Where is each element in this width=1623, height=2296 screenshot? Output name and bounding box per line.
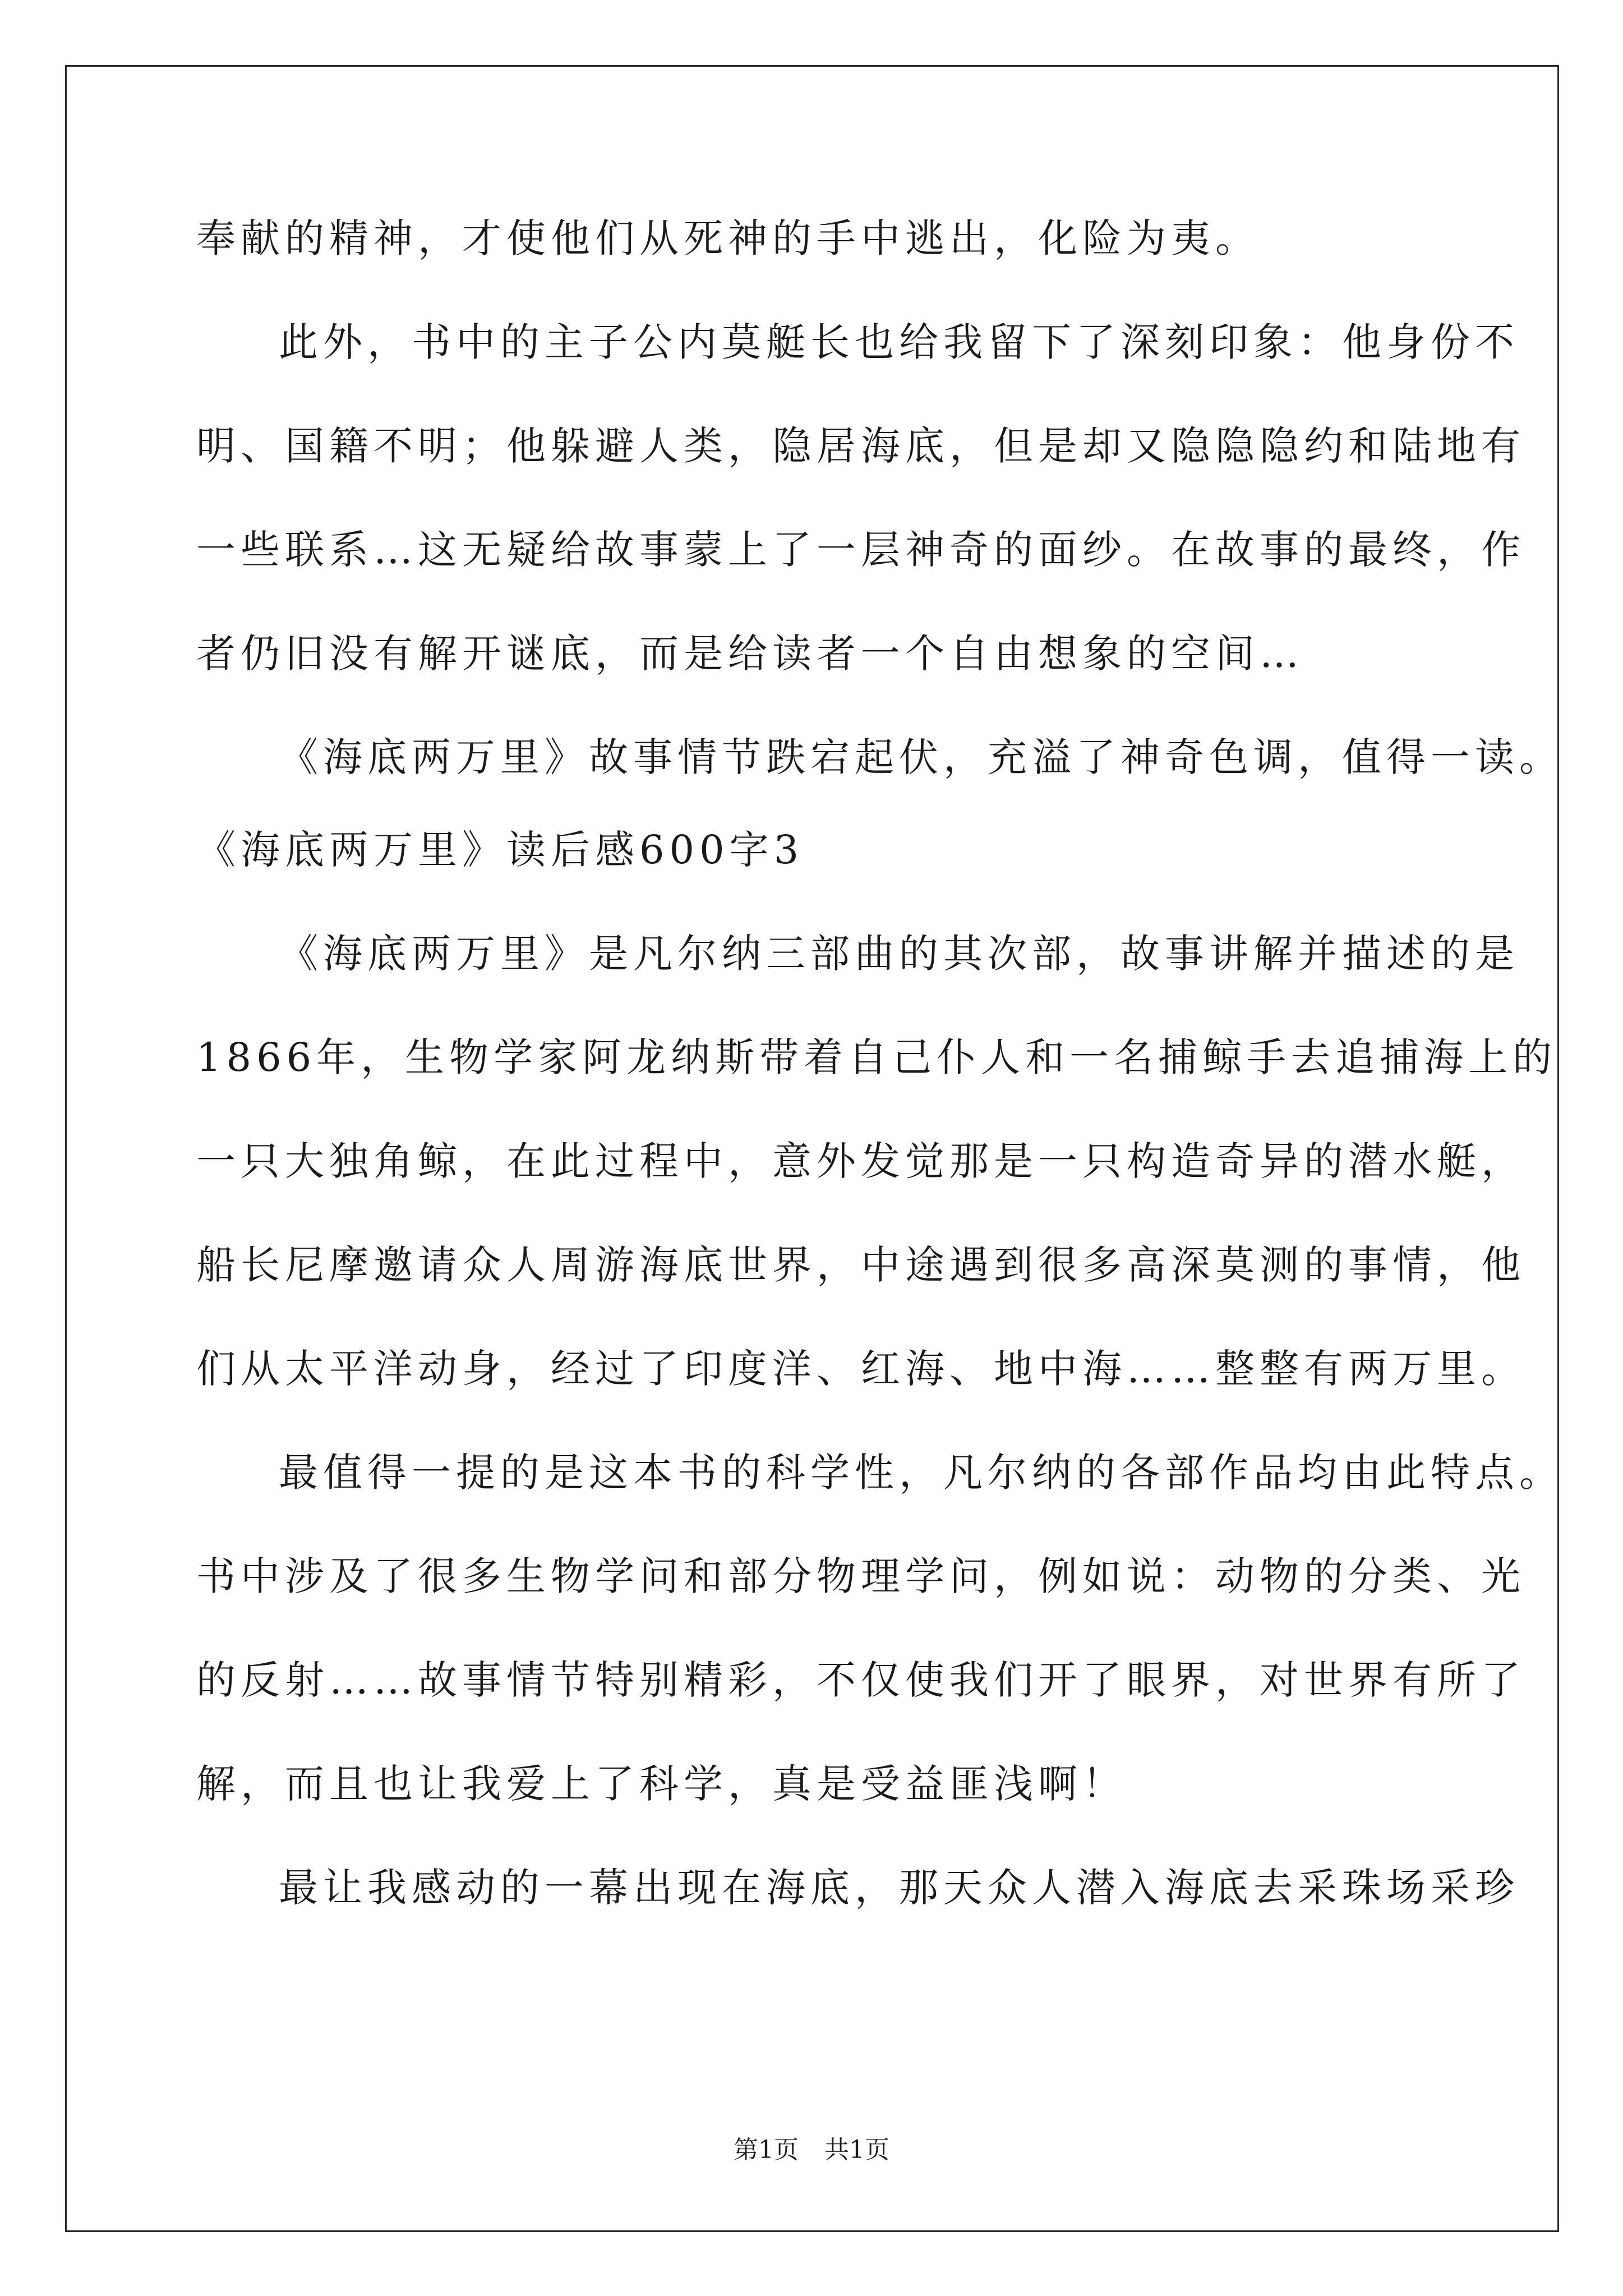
body-line: 1866年，生物学家阿龙纳斯带着自己仆人和一名捕鲸手去追捕海上的 [196,1034,1557,1080]
body-line: 的反射……故事情节特别精彩，不仅使我们开了眼界，对世界有所了 [196,1657,1525,1703]
page-number: 第1页 [734,2136,799,2164]
paragraph-start-line: 此外，书中的主子公内莫艇长也给我留下了深刻印象：他身份不 [279,319,1519,365]
body-line: 一只大独角鲸，在此过程中，意外发觉那是一只构造奇异的潜水艇， [196,1138,1525,1184]
paragraph-start-line: 《海底两万里》故事情节跌宕起伏，充溢了神奇色调，值得一读。 [279,734,1564,780]
paragraph-start-line: 最让我感动的一幕出现在海底，那天众人潜入海底去采珠场采珍 [279,1865,1519,1911]
body-line: 解，而且也让我爱上了科学，真是受益匪浅啊！ [196,1761,1127,1807]
paragraph-start-line: 最值得一提的是这本书的科学性，凡尔纳的各部作品均由此特点。 [279,1450,1564,1496]
body-line: 明、国籍不明；他躲避人类，隐居海底，但是却又隐隐隐约和陆地有 [196,423,1525,469]
paragraph-start-line: 《海底两万里》是凡尔纳三部曲的其次部，故事讲解并描述的是 [279,931,1519,977]
page-total: 共1页 [824,2136,889,2164]
body-line: 一些联系…这无疑给故事蒙上了一层神奇的面纱。在故事的最终，作 [196,527,1525,573]
body-line: 船长尼摩邀请众人周游海底世界，中途遇到很多高深莫测的事情，他 [196,1242,1525,1288]
body-line: 书中涉及了很多生物学问和部分物理学问，例如说：动物的分类、光 [196,1553,1525,1599]
body-line: 者仍旧没有解开谜底，而是给读者一个自由想象的空间… [196,631,1304,677]
section-heading: 《海底两万里》读后感600字3 [196,827,804,873]
body-line: 奉献的精神，才使他们从死神的手中逃出，化险为夷。 [196,215,1260,261]
body-line: 们从太平洋动身，经过了印度洋、红海、地中海……整整有两万里。 [196,1346,1525,1392]
page-footer [0,2134,1623,2166]
